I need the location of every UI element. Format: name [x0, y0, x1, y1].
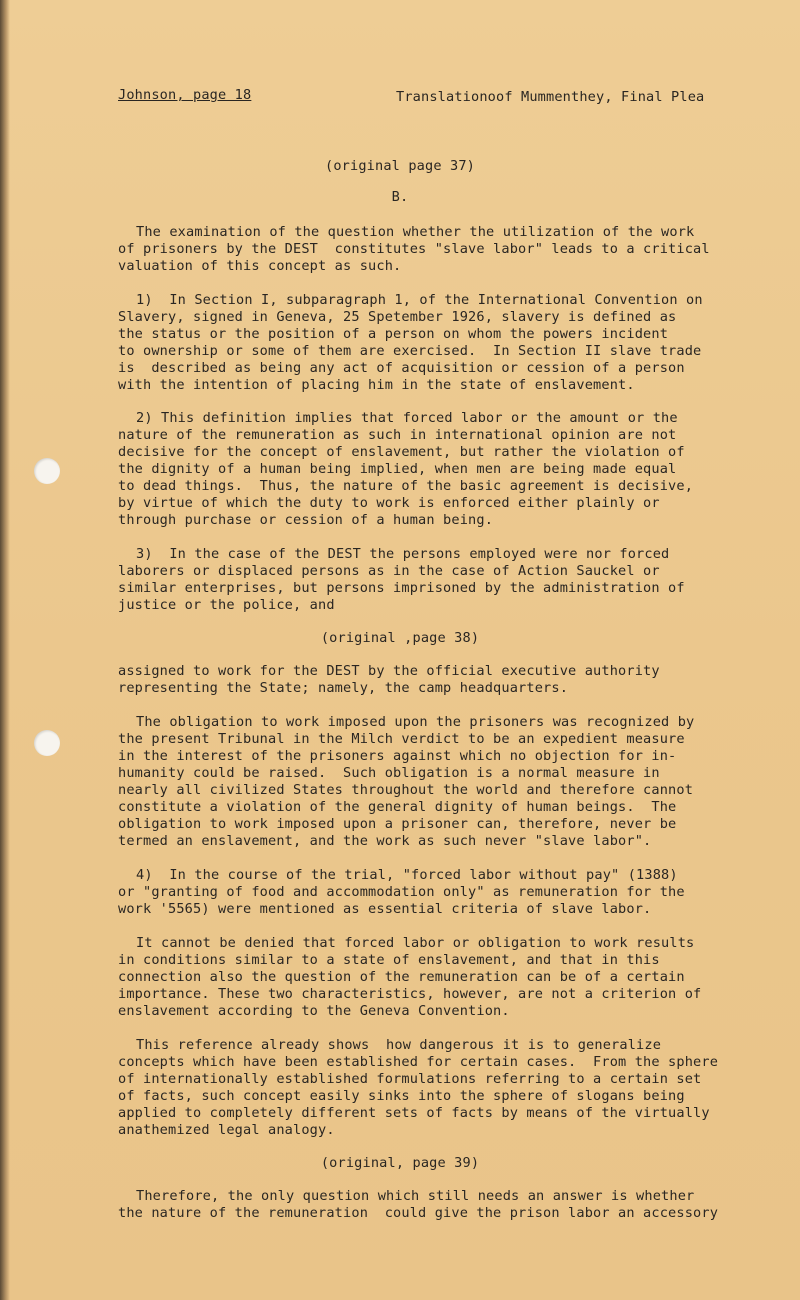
- text-line: nature of the remuneration as such in international opinion are not: [118, 427, 677, 443]
- text-line: obligation to work imposed upon a prisoner can, therefore, never be: [118, 816, 677, 832]
- text-line: anathemized legal analogy.: [118, 1122, 335, 1138]
- text-line: connection also the question of the remuneration can be of a certain: [118, 969, 685, 985]
- text-line: the present Tribunal in the Milch verdict to be an expedient measure: [118, 731, 685, 747]
- header-title: Translationoof Mummenthey, Final Plea: [396, 89, 705, 105]
- text-line: of facts, such concept easily sinks into the sphere of slogans being: [118, 1088, 685, 1104]
- text-line: justice or the police, and: [118, 597, 335, 613]
- text-line: importance. These two characteristics, however, are not a criterion of: [118, 986, 702, 1002]
- text-line: This reference already shows how dangerous it is to generalize: [136, 1037, 662, 1053]
- text-line: is described as being any act of acquisition or cession of a person: [118, 360, 685, 376]
- text-line: by virtue of which the duty to work is enforced either plainly or: [118, 495, 660, 511]
- section-heading-b: B.: [391, 189, 409, 205]
- text-line: The obligation to work imposed upon the prisoners was recognized by: [136, 714, 695, 730]
- text-line: of prisoners by the DEST constitutes "slave labor" leads to a critical: [118, 241, 710, 257]
- text-line: similar enterprises, but persons imprisoned by the administration of: [118, 580, 685, 596]
- punch-hole-bottom: [34, 730, 60, 756]
- text-line: Slavery, signed in Geneva, 25 Spetember 1926, slavery is defined as: [118, 309, 677, 325]
- text-line: termed an enslavement, and the work as such never "slave labor".: [118, 833, 652, 849]
- text-line: 4) In the course of the trial, "forced labor without pay" (1388): [136, 867, 678, 883]
- text-line: through purchase or cession of a human being.: [118, 512, 494, 528]
- text-line: 2) This definition implies that forced labor or the amount or the: [136, 410, 678, 426]
- text-line: The examination of the question whether the utilization of the work: [136, 224, 695, 240]
- text-line: Therefore, the only question which still needs an answer is whether: [136, 1188, 695, 1204]
- header-page-ref: Johnson, page 18: [118, 87, 252, 103]
- text-line: It cannot be denied that forced labor or obligation to work results: [136, 935, 695, 951]
- text-line: constitute a violation of the general dignity of human beings. The: [118, 799, 677, 815]
- text-line: nearly all civilized States throughout the world and therefore cannot: [118, 782, 694, 798]
- text-line: valuation of this concept as such.: [118, 258, 402, 274]
- original-page-marker-37: (original page 37): [324, 158, 475, 174]
- text-line: assigned to work for the DEST by the official executive authority: [118, 663, 660, 679]
- original-page-marker-38: (original ,page 38): [320, 630, 480, 646]
- text-line: applied to completely different sets of facts by means of the virtually: [118, 1105, 710, 1121]
- text-line: laborers or displaced persons as in the case of Action Sauckel or: [118, 563, 660, 579]
- text-line: enslavement according to the Geneva Convention.: [118, 1003, 510, 1019]
- text-line: representing the State; namely, the camp headquarters.: [118, 680, 569, 696]
- text-line: of internationally established formulations referring to a certain set: [118, 1071, 702, 1087]
- text-line: the nature of the remuneration could give the prison labor an accessory: [118, 1205, 719, 1221]
- text-line: decisive for the concept of enslavement, but rather the violation of: [118, 444, 685, 460]
- text-line: the dignity of a human being implied, when men are being made equal: [118, 461, 677, 477]
- text-line: to dead things. Thus, the nature of the basic agreement is decisive,: [118, 478, 694, 494]
- text-line: humanity could be raised. Such obligation is a normal measure in: [118, 765, 660, 781]
- original-page-marker-39: (original, page 39): [320, 1155, 480, 1171]
- text-line: 1) In Section I, subparagraph 1, of the International Convention on: [136, 292, 703, 308]
- text-line: with the intention of placing him in the state of enslavement.: [118, 377, 635, 393]
- text-line: work '5565) were mentioned as essential criteria of slave labor.: [118, 901, 652, 917]
- text-line: 3) In the case of the DEST the persons employed were nor forced: [136, 546, 670, 562]
- text-line: in conditions similar to a state of enslavement, and that in this: [118, 952, 660, 968]
- text-line: to ownership or some of them are exercised. In Section II slave trade: [118, 343, 702, 359]
- punch-hole-top: [34, 458, 60, 484]
- text-line: in the interest of the prisoners against which no objection for in-: [118, 748, 677, 764]
- text-line: concepts which have been established for certain cases. From the sphere: [118, 1054, 719, 1070]
- text-line: or "granting of food and accommodation only" as remuneration for the: [118, 884, 685, 900]
- text-line: the status or the position of a person on whom the powers incident: [118, 326, 669, 342]
